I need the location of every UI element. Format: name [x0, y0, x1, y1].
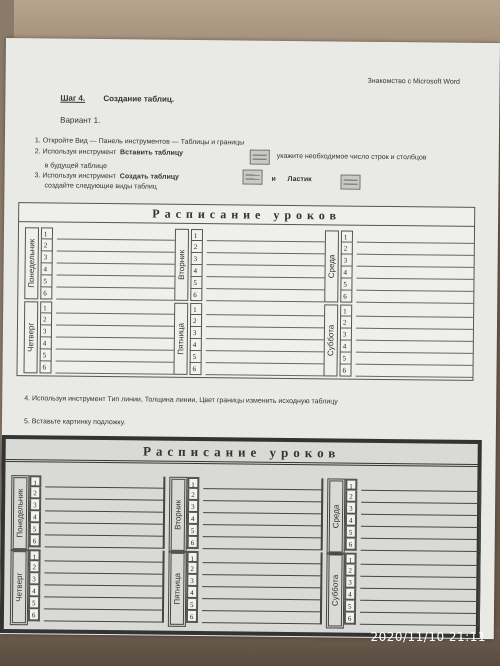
instruction-2: [35, 148, 183, 157]
lesson-number: 2: [40, 313, 52, 325]
instruction-4-num: 4.: [24, 395, 31, 403]
day-name: Среда: [331, 504, 341, 529]
lesson-number: 4: [40, 337, 52, 349]
schedule-title-2: Расписание уроков: [142, 443, 341, 461]
instruction-3-text: Используя инструмент: [42, 172, 116, 181]
lesson-number: 4: [191, 265, 203, 277]
lesson-number: 4: [187, 513, 199, 525]
day-label-cell: [169, 477, 188, 553]
instruction-3: [35, 172, 179, 181]
lesson-rows: [361, 479, 482, 552]
lesson-number: 5: [40, 275, 52, 287]
lesson-number: 5: [190, 277, 202, 289]
day-label-cell: [327, 478, 346, 554]
lesson-number: 1: [341, 231, 353, 243]
lesson-rows: [360, 553, 481, 626]
instruction-2-end: в будущей таблице: [44, 162, 108, 171]
lesson-number: 5: [29, 523, 41, 535]
lesson-number: 4: [340, 267, 352, 279]
lesson-rows: [205, 303, 324, 376]
day-name: Четверг: [14, 572, 24, 602]
lesson-numbers: [339, 305, 352, 377]
lesson-row: [206, 289, 324, 302]
lesson-numbers: [187, 477, 200, 549]
lesson-number: 5: [340, 353, 352, 365]
day-name: Четверг: [26, 322, 36, 352]
lesson-number: 2: [190, 315, 202, 327]
lesson-number: 3: [344, 577, 356, 589]
day-label-cell: [173, 303, 188, 375]
photo-timestamp: 2020/11/10 21:11: [370, 630, 486, 644]
day-label-cell: [174, 229, 189, 301]
lesson-numbers: [186, 551, 199, 623]
lesson-number: 6: [39, 361, 51, 373]
lesson-number: 2: [187, 489, 199, 501]
lesson-rows: [203, 477, 324, 550]
instruction-1: [35, 137, 244, 146]
lesson-numbers: [28, 549, 41, 621]
day-name: Суббота: [330, 574, 340, 607]
lesson-rows: [206, 229, 325, 302]
day-label-cell: [23, 301, 38, 373]
lesson-number: 2: [29, 487, 41, 499]
lesson-number: 1: [29, 475, 41, 487]
lesson-number: 4: [186, 587, 198, 599]
lesson-number: 1: [187, 551, 199, 563]
variant-label: Вариант 1.: [60, 115, 101, 125]
instruction-2-text: Используя инструмент: [42, 148, 117, 157]
lesson-numbers: [39, 301, 52, 373]
lesson-number: 2: [28, 561, 40, 573]
lesson-numbers: [190, 229, 203, 301]
lesson-number: 5: [340, 279, 352, 291]
step-title: Создание таблиц.: [103, 94, 175, 104]
lesson-number: 5: [344, 601, 356, 613]
lesson-numbers: [189, 303, 202, 375]
lesson-number: 6: [186, 611, 198, 623]
lesson-number: 1: [340, 305, 352, 317]
lesson-numbers: [345, 479, 358, 551]
instruction-3-end: создайте следующие виды таблиц: [44, 182, 157, 191]
day-label-cell: [10, 549, 29, 625]
lesson-rows: [56, 228, 175, 301]
lesson-row: [360, 613, 480, 626]
lesson-number: 6: [28, 609, 40, 621]
lesson-numbers: [340, 231, 353, 303]
lesson-number: 5: [186, 599, 198, 611]
lesson-number: 1: [191, 229, 203, 241]
lesson-rows: [45, 475, 166, 548]
lesson-number: 5: [187, 525, 199, 537]
lesson-rows: [55, 302, 174, 375]
lesson-number: 3: [191, 253, 203, 265]
lesson-rows: [355, 305, 474, 378]
instruction-3-tool: Создать таблицу: [119, 173, 180, 181]
lesson-number: 2: [41, 239, 53, 251]
eraser-icon: [340, 175, 360, 190]
lesson-number: 1: [345, 553, 357, 565]
lesson-number: 3: [340, 329, 352, 341]
lesson-row: [55, 362, 173, 375]
lesson-row: [203, 537, 323, 550]
lesson-row: [205, 363, 323, 376]
page-header: Знакомство с Microsoft Word: [367, 77, 461, 86]
schedule-table-1: [16, 202, 475, 381]
day-name: Пятница: [172, 572, 182, 605]
lesson-number: 6: [189, 363, 201, 375]
lesson-number: 6: [40, 287, 52, 299]
lesson-numbers: [344, 553, 357, 625]
lesson-rows: [202, 551, 323, 624]
instruction-2-num: 2.: [34, 148, 41, 156]
day-label-cell: [11, 475, 30, 551]
lesson-row: [45, 535, 165, 548]
lesson-number: 6: [344, 613, 356, 625]
lesson-number: 5: [190, 351, 202, 363]
lesson-number: 3: [40, 325, 52, 337]
day-label-cell: [24, 227, 39, 299]
lesson-number: 3: [341, 255, 353, 267]
lesson-row: [202, 611, 322, 624]
instruction-2-cont: укажите необходимое число строк и столбцов: [276, 152, 427, 162]
lesson-number: 4: [340, 341, 352, 353]
instruction-4: [24, 395, 472, 407]
draw-table-icon: [242, 169, 262, 184]
lesson-number: 2: [340, 317, 352, 329]
day-label-cell: [168, 551, 187, 627]
lesson-number: 4: [345, 515, 357, 527]
instruction-5-num: 5.: [23, 418, 30, 426]
lesson-number: 2: [191, 241, 203, 253]
lesson-number: 6: [339, 365, 351, 377]
worksheet-page: [0, 38, 500, 639]
lesson-number: 5: [28, 597, 40, 609]
lesson-number: 3: [29, 499, 41, 511]
day-name: Вторник: [173, 499, 183, 530]
step-number: Шаг 4.: [60, 93, 86, 103]
lesson-number: 4: [29, 511, 41, 523]
lesson-number: 6: [187, 537, 199, 549]
day-name: Понедельник: [26, 238, 37, 288]
lesson-row: [361, 539, 481, 552]
lesson-number: 4: [344, 589, 356, 601]
lesson-number: 4: [41, 263, 53, 275]
day-name: Вторник: [176, 249, 187, 280]
lesson-number: 1: [190, 303, 202, 315]
lesson-number: 1: [29, 549, 41, 561]
lesson-number: 2: [186, 563, 198, 575]
lesson-number: 6: [345, 539, 357, 551]
instruction-5-text: Вставьте картинку подложку.: [31, 418, 126, 427]
instruction-3-and: и: [271, 175, 276, 183]
schedule-table-2: [0, 435, 482, 638]
lesson-row: [44, 609, 164, 622]
lesson-rows: [356, 231, 475, 304]
day-name: Суббота: [326, 324, 336, 357]
lesson-number: 6: [29, 535, 41, 547]
lesson-row: [56, 288, 174, 301]
instruction-3-num: 3.: [34, 172, 41, 180]
lesson-number: 3: [41, 251, 53, 263]
lesson-number: 2: [341, 243, 353, 255]
insert-table-icon: [250, 150, 270, 165]
lesson-number: 6: [190, 289, 202, 301]
day-label-cell: [323, 304, 338, 376]
lesson-number: 2: [345, 491, 357, 503]
lesson-number: 1: [187, 477, 199, 489]
lesson-number: 5: [345, 527, 357, 539]
lesson-number: 4: [28, 585, 40, 597]
lesson-number: 1: [40, 301, 52, 313]
schedule-title-1: Расписание уроков: [152, 206, 342, 223]
lesson-number: 3: [186, 575, 198, 587]
day-name: Пятница: [176, 322, 186, 355]
lesson-row: [355, 365, 473, 378]
instruction-2-tool: Вставить таблицу: [120, 149, 184, 157]
lesson-number: 3: [190, 327, 202, 339]
instruction-1-text: Откройте Вид — Панель инструментов — Таблицы и границы: [42, 137, 245, 147]
lesson-number: 5: [40, 349, 52, 361]
instruction-4-text: Используя инструмент Тип линии, Толщина линии, Цвет границы изменить исходную таблицу: [31, 395, 338, 406]
lesson-number: 3: [345, 503, 357, 515]
lesson-number: 1: [345, 479, 357, 491]
day-label-cell: [326, 552, 345, 628]
lesson-number: 6: [340, 291, 352, 303]
lesson-numbers: [29, 475, 42, 547]
instruction-1-num: 1.: [34, 137, 41, 145]
instruction-5: [24, 418, 125, 426]
lesson-numbers: [40, 227, 53, 299]
lesson-number: 1: [41, 227, 53, 239]
lesson-rows: [44, 549, 165, 622]
lesson-number: 4: [190, 339, 202, 351]
day-name: Понедельник: [15, 488, 25, 538]
day-name: Среда: [327, 254, 337, 279]
day-label-cell: [324, 230, 339, 302]
lesson-row: [356, 291, 474, 304]
lesson-number: 3: [187, 501, 199, 513]
instruction-3-tool2: Ластик: [287, 175, 312, 184]
lesson-number: 3: [28, 573, 40, 585]
lesson-number: 2: [344, 565, 356, 577]
